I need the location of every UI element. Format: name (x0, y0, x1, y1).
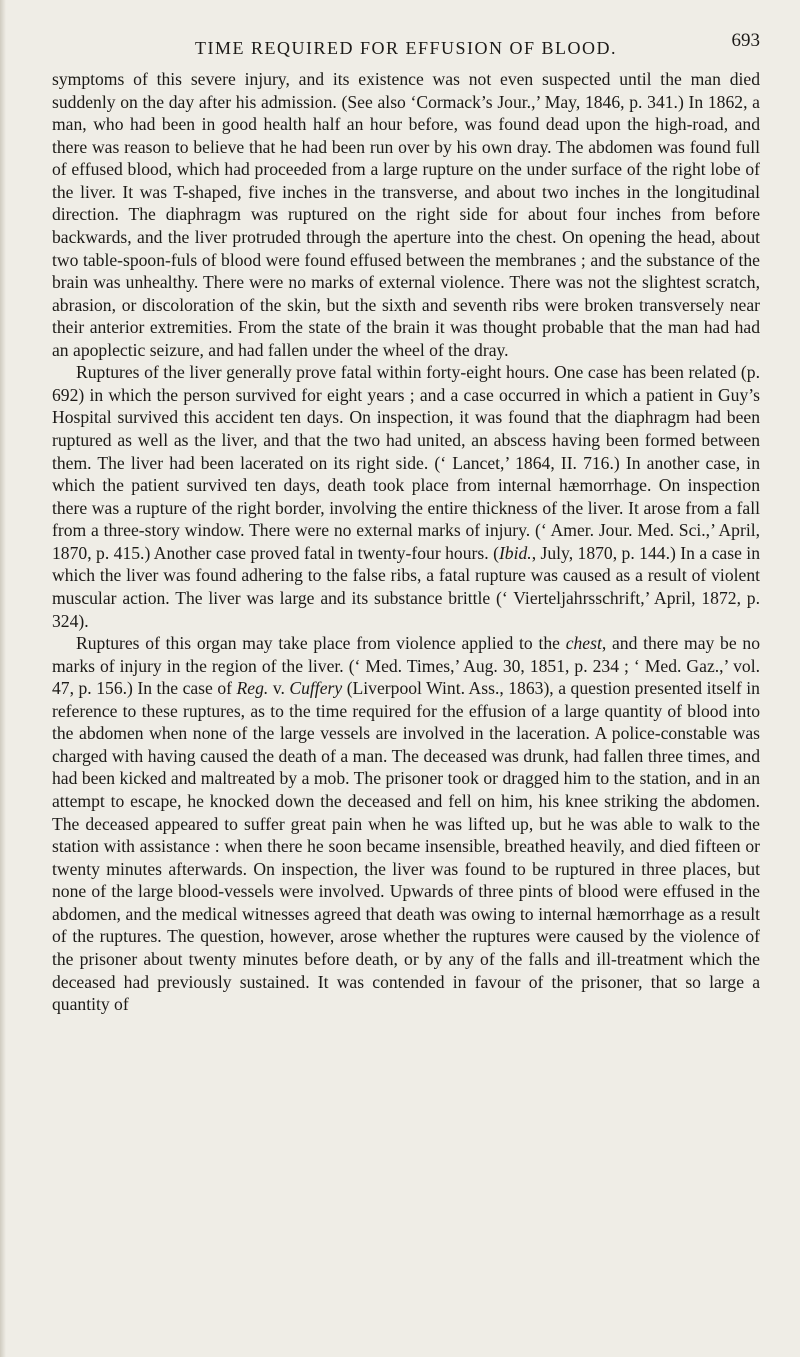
page-header (52, 28, 760, 62)
text-run: Ruptures of the liver generally prove fatal within forty-eight hours. One case has been related (p. 692) in which the person survived for eight years ; and a case occurred in which a patient in Guy’s Hospital survived this accident ten days. On inspection, it was found that the diaphragm had been ruptured as well as the liver, and that the two had united, an abscess having been formed between them. The liver had been lacerated on its right side. (‘ Lancet,’ 1864, II. 716.) In another case, in which the patient survived ten days, death took place from internal hæmorrhage. On inspection there was a rupture of the right border, involving the entire thickness of the liver. It arose from a fall from a three-story window. There were no external marks of injury. (‘ Amer. Jour. Med. Sci.,’ April, 1870, p. 415.) Another case proved fatal in twenty-four hours. ( (52, 362, 760, 563)
paragraph-p2 (52, 361, 760, 632)
running-head: TIME REQUIRED FOR EFFUSION OF BLOOD. (194, 38, 618, 58)
text-run: v. (268, 678, 290, 699)
italic-text: chest (565, 633, 602, 654)
page-number: 693 (731, 30, 760, 51)
text-run: Ruptures of this organ may take place from violence applied to the (76, 633, 566, 654)
text-run: symptoms of this severe injury, and its existence was not even suspected until the man died suddenly on the day after his admission. (See also ‘Cormack’s Jour.,’ May, 1846, p. 341.) In 1862, a man, who had been in good health half an hour before, was found dead upon the high-road, and there was reason to believe that he had been run over by his own dray. The abdomen was found full of effused blood, which had proceeded from a large rupture on the under surface of the right lobe of the liver. It was T-shaped, five inches in the transverse, and about two inches in the longitudinal direction. The diaphragm was ruptured on the right side for about four inches from before backwards, and the liver protruded through the aperture into the chest. On opening the head, about two table-spoon-fuls of blood were found effused between the membranes ; and the substance of the brain was unhealthy. There were no marks of external violence. There was not the slightest scratch, abrasion, or discoloration of the skin, but the sixth and seventh ribs were broken transversely near their anterior extremities. From the state of the brain it was thought probable that the man had had an apoplectic seizure, and had fallen under the wheel of the dray. (52, 69, 760, 360)
italic-text: Cuffery (289, 678, 343, 699)
paragraph-p3 (52, 632, 760, 1016)
text-run: , and there may be no marks of injury in the region of the liver. (‘ Med. Times,’ Aug. 30, 1851, p. 234 ; ‘ Med. Gaz.,’ vol. 47, p. 156.) In the case of (52, 633, 760, 699)
page-gutter-shadow (0, 0, 6, 1357)
italic-text: Ibid. (498, 542, 532, 563)
text-run: (Liverpool Wint. Ass., 1863), a question presented itself in reference to these ruptures, as to the time required for the effusion of a large quantity of blood into the abdomen when none of the large vessels are involved in the laceration. A police-constable was charged with having caused the death of a man. The deceased was drunk, had fallen three times, and had been kicked and maltreated by a mob. The prisoner took or dragged him to the station, and in an attempt to escape, he knocked down the deceased and fell on him, his knee striking the abdomen. The deceased appeared to suffer great pain when he was lifted up, but he was able to walk to the station with assistance : when there he soon became insensible, breathed heavily, and died fifteen or twenty minutes afterwards. On inspection, the liver was found to be ruptured in three places, but none of the large blood-vessels were involved. Upwards of three pints of blood were effused in the abdomen, and the medical witnesses agreed that death was owing to internal hæmorrhage as a result of the ruptures. The question, however, arose whether the ruptures were caused by the violence of the prisoner about twenty minutes before death, or by any of the falls and ill-treatment which the deceased had previously sustained. It was contended in favour of the prisoner, that so large a quantity of (52, 678, 760, 1015)
text-run: , July, 1870, p. 144.) In a case in which the liver was found adhering to the false ribs, a fatal rupture was caused as a result of violent muscular action. The liver was large and its substance brittle (‘ Vierteljahrsschrift,’ April, 1872, p. 324). (52, 542, 760, 631)
paragraph-p1 (52, 68, 760, 361)
body-text (52, 68, 760, 1016)
italic-text: Reg. (236, 678, 269, 699)
